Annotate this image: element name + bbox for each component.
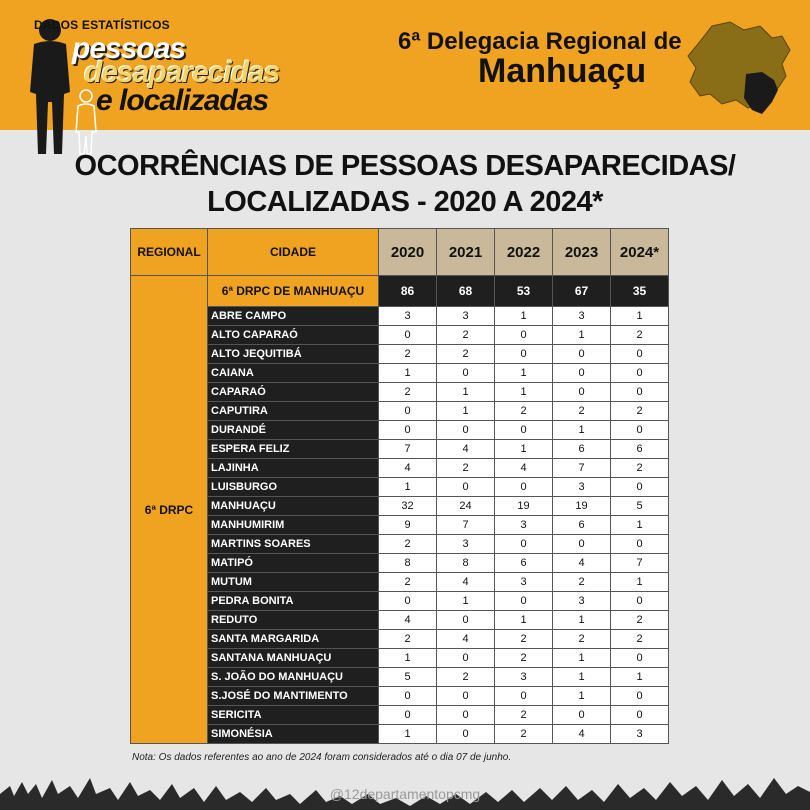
page-title xyxy=(0,148,810,220)
table-row xyxy=(131,611,669,630)
city-name: PEDRA BONITA xyxy=(208,592,379,611)
cell-value: 2 xyxy=(611,402,669,421)
city-name: DURANDÉ xyxy=(208,421,379,440)
cell-value: 2 xyxy=(437,345,495,364)
cell-value: 8 xyxy=(437,554,495,573)
cell-value: 1 xyxy=(553,611,611,630)
cell-value: 0 xyxy=(553,383,611,402)
table-row xyxy=(131,668,669,687)
cell-value: 2 xyxy=(611,611,669,630)
cell-value: 1 xyxy=(379,478,437,497)
cell-value: 4 xyxy=(379,459,437,478)
cell-value: 0 xyxy=(611,364,669,383)
cell-value: 2 xyxy=(495,630,553,649)
table-row xyxy=(131,326,669,345)
city-name: CAPARAÓ xyxy=(208,383,379,402)
cell-value: 1 xyxy=(553,326,611,345)
cell-value: 6 xyxy=(495,554,553,573)
city-name: REDUTO xyxy=(208,611,379,630)
city-name: LUISBURGO xyxy=(208,478,379,497)
cell-value: 1 xyxy=(379,725,437,744)
column-header-regional: REGIONAL xyxy=(131,229,208,276)
cell-value: 1 xyxy=(553,668,611,687)
region-map-icon xyxy=(682,18,797,118)
cell-value: 4 xyxy=(495,459,553,478)
cell-value: 0 xyxy=(495,592,553,611)
cell-value: 0 xyxy=(437,706,495,725)
cell-value: 0 xyxy=(437,611,495,630)
table-row xyxy=(131,478,669,497)
total-label: 6ª DRPC DE MANHUAÇU xyxy=(208,276,379,307)
cell-value: 2 xyxy=(437,326,495,345)
cell-value: 19 xyxy=(495,497,553,516)
cell-value: 0 xyxy=(495,326,553,345)
cell-value: 1 xyxy=(437,592,495,611)
cell-value: 1 xyxy=(495,383,553,402)
cell-value: 0 xyxy=(553,345,611,364)
table-row xyxy=(131,687,669,706)
cell-value: 3 xyxy=(379,307,437,326)
cell-value: 6 xyxy=(553,440,611,459)
cell-value: 1 xyxy=(495,364,553,383)
cell-value: 0 xyxy=(611,706,669,725)
cell-value: 1 xyxy=(437,383,495,402)
city-name: SERICITA xyxy=(208,706,379,725)
cell-value: 0 xyxy=(611,345,669,364)
cell-value: 5 xyxy=(611,497,669,516)
table-row xyxy=(131,535,669,554)
cell-value: 4 xyxy=(437,573,495,592)
cell-value: 0 xyxy=(379,706,437,725)
cell-value: 0 xyxy=(553,364,611,383)
table-row xyxy=(131,554,669,573)
table-row xyxy=(131,307,669,326)
cell-value: 0 xyxy=(495,345,553,364)
total-value: 68 xyxy=(437,276,495,307)
cell-value: 19 xyxy=(553,497,611,516)
cell-value: 2 xyxy=(379,345,437,364)
column-header-year: 2024* xyxy=(611,229,669,276)
cell-value: 2 xyxy=(379,573,437,592)
city-name: CAPUTIRA xyxy=(208,402,379,421)
cell-value: 2 xyxy=(495,706,553,725)
cell-value: 0 xyxy=(379,687,437,706)
cell-value: 0 xyxy=(437,364,495,383)
column-header-year: 2021 xyxy=(437,229,495,276)
cell-value: 0 xyxy=(611,421,669,440)
cell-value: 1 xyxy=(553,687,611,706)
brand-title-line1: pessoas xyxy=(72,32,186,65)
table-row xyxy=(131,402,669,421)
city-name: CAIANA xyxy=(208,364,379,383)
cell-value: 2 xyxy=(553,402,611,421)
cell-value: 3 xyxy=(553,478,611,497)
total-row xyxy=(131,276,669,307)
header-banner xyxy=(0,0,810,130)
column-header-year: 2020 xyxy=(379,229,437,276)
cell-value: 2 xyxy=(379,535,437,554)
total-value: 67 xyxy=(553,276,611,307)
cell-value: 0 xyxy=(611,535,669,554)
table-row xyxy=(131,630,669,649)
cell-value: 0 xyxy=(611,383,669,402)
brand-title-line3: e localizadas xyxy=(96,84,269,117)
cell-value: 0 xyxy=(611,592,669,611)
total-value: 53 xyxy=(495,276,553,307)
cell-value: 6 xyxy=(611,440,669,459)
brand-tagline: DADOS ESTATÍSTICOS xyxy=(34,18,170,32)
city-name: S.JOSÉ DO MANTIMENTO xyxy=(208,687,379,706)
cell-value: 9 xyxy=(379,516,437,535)
cell-value: 0 xyxy=(553,535,611,554)
cell-value: 2 xyxy=(611,459,669,478)
cell-value: 2 xyxy=(379,383,437,402)
cell-value: 1 xyxy=(611,307,669,326)
cell-value: 1 xyxy=(553,649,611,668)
page-title-line1: OCORRÊNCIAS DE PESSOAS DESAPARECIDAS/ xyxy=(74,150,736,182)
cell-value: 1 xyxy=(379,364,437,383)
cell-value: 0 xyxy=(553,706,611,725)
city-name: MATIPÓ xyxy=(208,554,379,573)
cell-value: 0 xyxy=(379,592,437,611)
cell-value: 1 xyxy=(553,421,611,440)
cell-value: 3 xyxy=(553,592,611,611)
cell-value: 2 xyxy=(495,725,553,744)
city-name: MUTUM xyxy=(208,573,379,592)
cell-value: 5 xyxy=(379,668,437,687)
cell-value: 6 xyxy=(553,516,611,535)
cell-value: 3 xyxy=(437,535,495,554)
table-row xyxy=(131,706,669,725)
cell-value: 0 xyxy=(495,687,553,706)
city-name: ESPERA FELIZ xyxy=(208,440,379,459)
table-row xyxy=(131,421,669,440)
cell-value: 2 xyxy=(553,573,611,592)
cell-value: 2 xyxy=(437,668,495,687)
cell-value: 24 xyxy=(437,497,495,516)
cell-value: 4 xyxy=(553,725,611,744)
cell-value: 0 xyxy=(437,687,495,706)
cell-value: 1 xyxy=(495,611,553,630)
cell-value: 2 xyxy=(437,459,495,478)
table-row xyxy=(131,516,669,535)
page-title-line2: LOCALIZADAS - 2020 A 2024* xyxy=(207,186,603,218)
cell-value: 0 xyxy=(611,687,669,706)
table-row xyxy=(131,383,669,402)
total-value: 86 xyxy=(379,276,437,307)
table-row xyxy=(131,364,669,383)
cell-value: 3 xyxy=(553,307,611,326)
city-name: MANHUMIRIM xyxy=(208,516,379,535)
cell-value: 1 xyxy=(437,402,495,421)
cell-value: 7 xyxy=(437,516,495,535)
brand-title-line2: desaparecidas xyxy=(84,56,280,89)
cell-value: 0 xyxy=(495,478,553,497)
cell-value: 7 xyxy=(553,459,611,478)
cell-value: 0 xyxy=(437,421,495,440)
cell-value: 8 xyxy=(379,554,437,573)
table-row xyxy=(131,459,669,478)
table-row xyxy=(131,649,669,668)
cell-value: 0 xyxy=(611,649,669,668)
table-row xyxy=(131,440,669,459)
city-name: MANHUAÇU xyxy=(208,497,379,516)
cell-value: 3 xyxy=(495,516,553,535)
region-title: 6ª Delegacia Regional de xyxy=(398,28,682,55)
cell-value: 2 xyxy=(553,630,611,649)
city-name: ABRE CAMPO xyxy=(208,307,379,326)
table-row xyxy=(131,573,669,592)
cell-value: 1 xyxy=(611,573,669,592)
cell-value: 0 xyxy=(437,725,495,744)
city-name: ALTO JEQUITIBÁ xyxy=(208,345,379,364)
watermark: @12departamentopcmg xyxy=(329,786,481,802)
cell-value: 3 xyxy=(611,725,669,744)
cell-value: 0 xyxy=(495,535,553,554)
cell-value: 3 xyxy=(437,307,495,326)
cell-value: 2 xyxy=(379,630,437,649)
cell-value: 2 xyxy=(611,630,669,649)
brand-logo xyxy=(12,10,292,128)
table-row xyxy=(131,592,669,611)
city-name: SANTANA MANHUAÇU xyxy=(208,649,379,668)
table-header-row xyxy=(131,229,669,276)
table-row xyxy=(131,497,669,516)
cell-value: 4 xyxy=(437,440,495,459)
cell-value: 0 xyxy=(437,478,495,497)
cell-value: 0 xyxy=(379,421,437,440)
cell-value: 1 xyxy=(495,307,553,326)
cell-value: 32 xyxy=(379,497,437,516)
city-name: ALTO CAPARAÓ xyxy=(208,326,379,345)
total-value: 35 xyxy=(611,276,669,307)
cell-value: 0 xyxy=(495,421,553,440)
cell-value: 1 xyxy=(611,668,669,687)
cell-value: 0 xyxy=(379,326,437,345)
cell-value: 4 xyxy=(553,554,611,573)
city-name: MARTINS SOARES xyxy=(208,535,379,554)
city-name: SANTA MARGARIDA xyxy=(208,630,379,649)
footnote: Nota: Os dados referentes ao ano de 2024 foram considerados até o dia 07 de junho. xyxy=(132,752,512,763)
table-row xyxy=(131,345,669,364)
cell-value: 1 xyxy=(495,440,553,459)
column-header-year: 2022 xyxy=(495,229,553,276)
cell-value: 7 xyxy=(379,440,437,459)
cell-value: 2 xyxy=(495,402,553,421)
column-header-year: 2023 xyxy=(553,229,611,276)
column-header-cidade: CIDADE xyxy=(208,229,379,276)
cell-value: 4 xyxy=(379,611,437,630)
cell-value: 2 xyxy=(495,649,553,668)
cell-value: 3 xyxy=(495,573,553,592)
cell-value: 0 xyxy=(379,402,437,421)
cell-value: 4 xyxy=(437,630,495,649)
cell-value: 2 xyxy=(611,326,669,345)
regional-name: 6ª DRPC xyxy=(131,276,208,744)
occurrences-table xyxy=(130,228,669,744)
city-name: SIMONÉSIA xyxy=(208,725,379,744)
city-name: S. JOÃO DO MANHUAÇU xyxy=(208,668,379,687)
cell-value: 0 xyxy=(611,478,669,497)
region-city: Manhuaçu xyxy=(478,52,647,90)
cell-value: 0 xyxy=(437,649,495,668)
cell-value: 7 xyxy=(611,554,669,573)
cell-value: 1 xyxy=(379,649,437,668)
cell-value: 1 xyxy=(611,516,669,535)
table-row xyxy=(131,725,669,744)
city-name: LAJINHA xyxy=(208,459,379,478)
cell-value: 3 xyxy=(495,668,553,687)
